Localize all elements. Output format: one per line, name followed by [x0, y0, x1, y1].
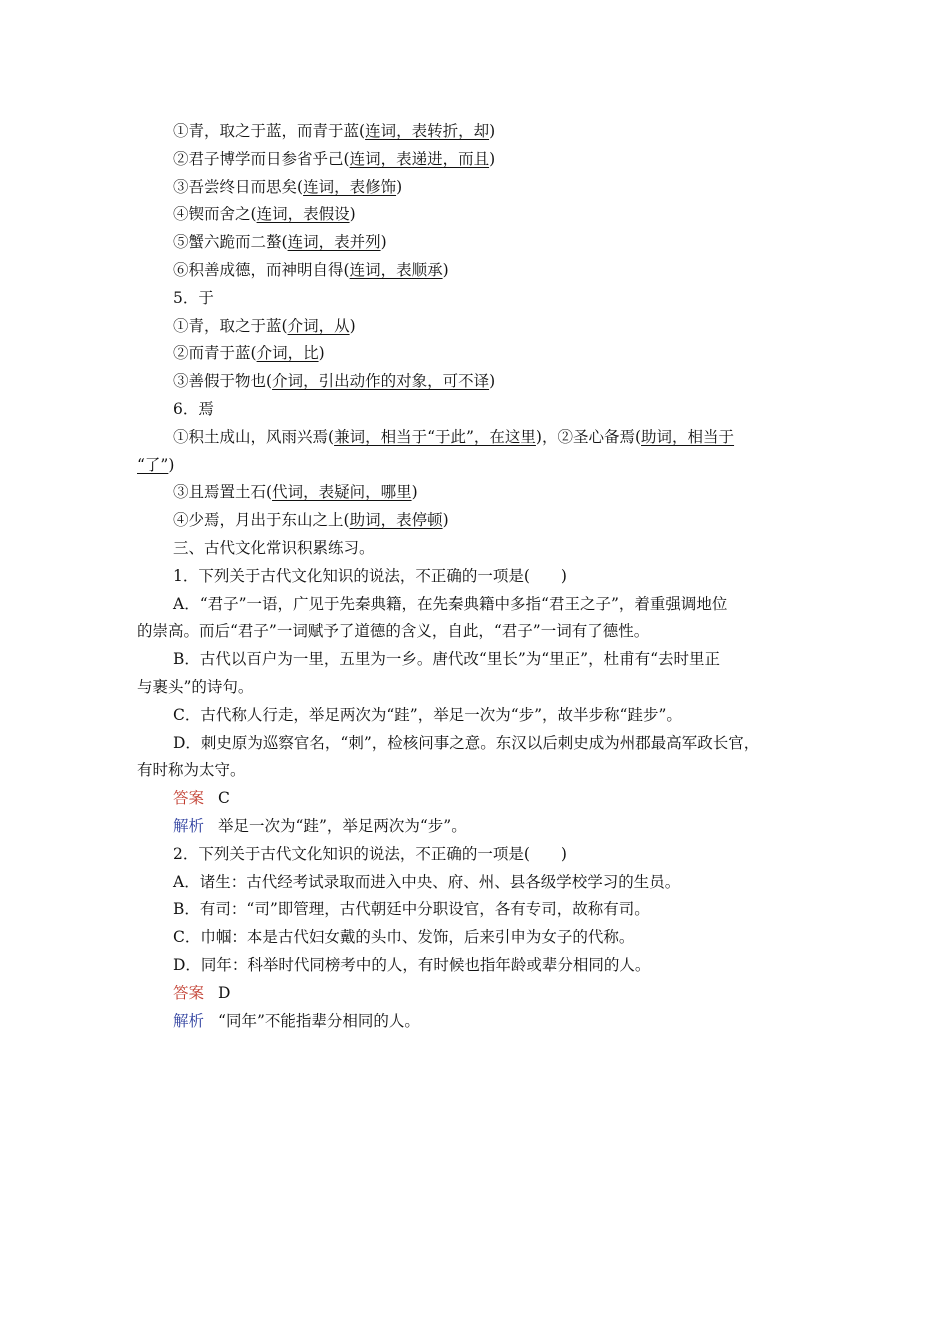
item-text: ③善假于物也( — [173, 372, 273, 391]
q2-option-d: D．同年：科举时代同榜考中的人，有时候也指年龄或辈分相同的人。 — [173, 955, 651, 974]
analysis-text: “同年”不能指辈分相同的人。 — [218, 1011, 420, 1030]
analysis-text: 举足一次为“跬”，举足两次为“步”。 — [218, 816, 467, 835]
q1-option-a-line1: A．“君子”一语，广见于先秦典籍，在先秦典籍中多指“君王之子”，着重强调地位 — [173, 594, 728, 613]
item-end: ) — [442, 511, 449, 530]
part3-title: 三、古代文化常识积累练习。 — [173, 538, 375, 557]
item-note: 连词，表递进，而且 — [349, 149, 490, 168]
item-note: 连词，表修饰 — [303, 177, 397, 196]
q2-option-a: A．诸生：古代经考试录取而进入中央、府、州、县各级学校学习的生员。 — [173, 872, 681, 891]
item-note: 连词，表并列 — [287, 233, 381, 252]
q1-option-d-line1: D．刺史原为巡察官名，“刺”，检核问事之意。东汉以后刺史成为州郡最高军政长官， — [173, 733, 760, 752]
s4-item-6 — [137, 257, 817, 285]
s6-item-3 — [137, 479, 817, 507]
s6-item-1-line2 — [137, 452, 817, 480]
item-note: 介词，引出动作的对象，可不译 — [272, 372, 490, 391]
item-end: ) — [168, 455, 175, 474]
q1-option-c: C．古代称人行走，举足两次为“跬”，举足一次为“步”，故半步称“跬步”。 — [173, 705, 682, 724]
q1-option-b-line2: 与裹头”的诗句。 — [137, 677, 254, 696]
s5-heading: 5．于 — [173, 288, 214, 307]
answer-label: 答案 — [173, 789, 205, 808]
item-text: ②而青于蓝( — [173, 344, 257, 363]
analysis-label: 解析 — [173, 816, 205, 835]
item-end: ) — [489, 149, 496, 168]
s6-item-4 — [137, 507, 817, 535]
q1-option-b-line1: B．古代以百户为一里，五里为一乡。唐代改“里长”为“里正”，杜甫有“去时里正 — [173, 650, 721, 669]
item-text: ④少焉，月出于东山之上( — [173, 511, 350, 530]
item-text: ③吾尝终日而思矣( — [173, 177, 304, 196]
document-page — [137, 118, 817, 1035]
q2-answer — [137, 980, 817, 1008]
q2-option-b: B．有司：“司”即管理，古代朝廷中分职设官，各有专司，故称有司。 — [173, 900, 650, 919]
s5-item-3 — [137, 368, 817, 396]
s6-heading: 6．焉 — [173, 399, 214, 418]
item-end: ) — [380, 233, 387, 252]
s5-item-1 — [137, 313, 817, 341]
item-end: ) — [489, 122, 496, 140]
item-text: ④锲而舍之( — [173, 205, 257, 224]
item-text: ①青，取之于蓝，而青于蓝( — [173, 122, 366, 140]
q1-answer — [137, 785, 817, 813]
item-text: ③且焉置土石( — [173, 483, 273, 502]
item-note: 连词，表转折，却 — [365, 122, 490, 140]
item-text: ①青，取之于蓝( — [173, 316, 288, 335]
q2-option-c: C．巾帼：本是古代妇女戴的头巾、发饰，后来引申为女子的代称。 — [173, 928, 635, 947]
s4-item-3 — [137, 174, 817, 202]
item-note: “了” — [137, 455, 169, 474]
item-text: ②君子博学而日参省乎己( — [173, 149, 350, 168]
q2-stem: 2．下列关于古代文化知识的说法，不正确的一项是( ) — [173, 844, 567, 863]
item-note: 连词，表假设 — [256, 205, 350, 224]
q1-option-a-line2: 的崇高。而后“君子”一词赋予了道德的含义，自此，“君子”一词有了德性。 — [137, 622, 650, 641]
item-end: ) — [411, 483, 418, 502]
item-text: ⑤蟹六跪而二螯( — [173, 233, 288, 252]
item-note: 介词，比 — [256, 344, 319, 363]
answer-label: 答案 — [173, 983, 205, 1002]
q1-option-d-line2: 有时称为太守。 — [137, 761, 246, 780]
item-text: )，②圣心备焉( — [535, 427, 642, 446]
analysis-label: 解析 — [173, 1011, 205, 1030]
item-end: ) — [489, 372, 496, 391]
item-text: ⑥积善成德，而神明自得( — [173, 260, 350, 279]
q1-analysis — [137, 813, 817, 841]
q2-analysis — [137, 1008, 817, 1036]
item-note: 代词，表疑问，哪里 — [272, 483, 412, 502]
item-end: ) — [396, 177, 403, 196]
item-note: 介词，从 — [287, 316, 350, 335]
answer-value: C — [218, 789, 230, 808]
item-note: 助词，相当于 — [641, 427, 735, 446]
s4-item-1 — [137, 118, 817, 146]
s6-item-1-line1 — [137, 424, 817, 452]
s4-item-4 — [137, 201, 817, 229]
item-end: ) — [442, 260, 449, 279]
s5-item-2 — [137, 340, 817, 368]
answer-value: D — [218, 983, 231, 1002]
item-end: ) — [318, 344, 325, 363]
item-note: 助词，表停顿 — [349, 511, 443, 530]
s4-item-2 — [137, 146, 817, 174]
item-text: ①积土成山，风雨兴焉( — [173, 427, 335, 446]
s4-item-5 — [137, 229, 817, 257]
item-end: ) — [349, 316, 356, 335]
item-note: 连词，表顺承 — [349, 260, 443, 279]
q1-stem: 1．下列关于古代文化知识的说法，不正确的一项是( ) — [173, 566, 567, 585]
item-note: 兼词，相当于“于此”，在这里 — [334, 427, 536, 446]
item-end: ) — [349, 205, 356, 224]
